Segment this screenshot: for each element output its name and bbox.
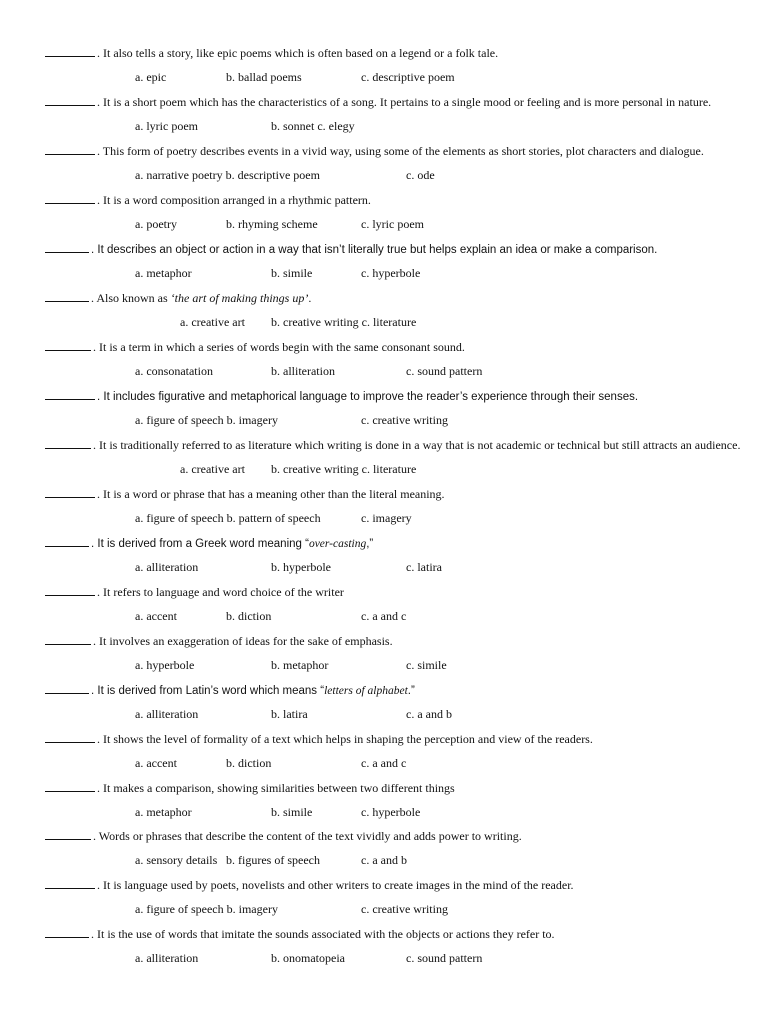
option-b[interactable]: b. rhyming scheme	[226, 217, 318, 231]
options-row	[0, 265, 768, 281]
question-10	[45, 486, 745, 502]
options-row	[0, 412, 768, 428]
option-c[interactable]: c. a and c	[361, 756, 407, 770]
option-c[interactable]: c. sound pattern	[406, 364, 483, 378]
options-row	[0, 118, 768, 134]
answer-blank[interactable]	[45, 633, 91, 645]
option-a[interactable]: a. metaphor	[135, 805, 192, 819]
question-text: . It is a word or phrase that has a meaning other than the literal meaning.	[97, 487, 445, 501]
options-row	[0, 363, 768, 379]
question-3	[45, 143, 745, 159]
question-18	[45, 877, 745, 893]
option-b[interactable]: b. sonnet c. elegy	[271, 119, 355, 133]
question-13	[45, 633, 745, 649]
option-c[interactable]: c. imagery	[361, 511, 412, 525]
question-2	[45, 94, 745, 110]
answer-blank[interactable]	[45, 926, 89, 938]
option-c[interactable]: c. hyperbole	[361, 805, 421, 819]
question-text: . It is traditionally referred to as literature which writing is done in a way that is not academic or technical but still attracts an audience.	[93, 438, 741, 452]
option-a[interactable]: a. hyperbole	[135, 658, 195, 672]
options-row	[0, 69, 768, 85]
option-c[interactable]: c. simile	[406, 658, 447, 672]
option-b[interactable]: b. diction	[226, 609, 272, 623]
answer-blank[interactable]	[45, 584, 95, 596]
option-a[interactable]: a. lyric poem	[135, 119, 198, 133]
question-text: . It makes a comparison, showing similarities between two different things	[97, 781, 455, 795]
options-row	[0, 804, 768, 820]
question-text: . It also tells a story, like epic poems which is often based on a legend or a folk tale.	[97, 46, 499, 60]
question-text: . It shows the level of formality of a text which helps in shaping the perception and view of the readers.	[97, 732, 593, 746]
question-text: . It is a short poem which has the characteristics of a song. It pertains to a single mood or feeling and is more personal in nature.	[97, 95, 712, 109]
answer-blank[interactable]	[45, 388, 95, 400]
answer-blank[interactable]	[45, 535, 89, 547]
question-8	[45, 388, 745, 404]
answer-blank[interactable]	[45, 877, 95, 889]
answer-blank[interactable]	[45, 192, 95, 204]
option-b[interactable]: b. ballad poems	[226, 70, 302, 84]
answer-blank[interactable]	[45, 290, 89, 302]
option-a[interactable]: a. narrative poetry b. descriptive poem	[135, 168, 320, 182]
option-a[interactable]: a. creative art	[180, 315, 245, 329]
options-row	[0, 608, 768, 624]
options-row	[0, 657, 768, 673]
answer-blank[interactable]	[45, 828, 91, 840]
answer-blank[interactable]	[45, 339, 91, 351]
option-a[interactable]: a. alliteration	[135, 951, 199, 965]
option-b[interactable]: b. alliteration	[271, 364, 335, 378]
option-a[interactable]: a. alliteration	[135, 560, 199, 574]
answer-blank[interactable]	[45, 143, 95, 155]
option-b[interactable]: b. creative writing c. literature	[271, 462, 417, 476]
options-row	[0, 216, 768, 232]
options-row	[0, 901, 768, 917]
option-c[interactable]: c. a and b	[361, 853, 407, 867]
question-text: . It is a word composition arranged in a rhythmic pattern.	[97, 193, 371, 207]
options-row	[0, 314, 768, 330]
option-a[interactable]: a. accent	[135, 609, 177, 623]
question-5	[45, 241, 745, 257]
question-4	[45, 192, 745, 208]
options-row	[0, 706, 768, 722]
option-c[interactable]: c. creative writing	[361, 902, 448, 916]
option-b[interactable]: b. simile	[271, 266, 313, 280]
option-b[interactable]: b. diction	[226, 756, 272, 770]
answer-blank[interactable]	[45, 241, 89, 253]
answer-blank[interactable]	[45, 731, 95, 743]
question-text: . This form of poetry describes events in a vivid way, using some of the elements as short stories, plot characters and dialogue.	[97, 144, 704, 158]
option-a[interactable]: a. metaphor	[135, 266, 192, 280]
question-text: . It is derived from a Greek word meaning “over-casting,”	[91, 538, 374, 550]
question-text: . It refers to language and word choice of the writer	[97, 585, 344, 599]
question-text: . It involves an exaggeration of ideas for the sake of emphasis.	[93, 634, 393, 648]
option-b[interactable]: b. latira	[271, 707, 308, 721]
option-a[interactable]: a. accent	[135, 756, 177, 770]
question-11	[45, 535, 745, 551]
option-c[interactable]: c. ode	[406, 168, 435, 182]
question-1	[45, 45, 745, 61]
question-17	[45, 828, 745, 844]
question-6	[45, 290, 745, 306]
answer-blank[interactable]	[45, 486, 95, 498]
option-b[interactable]: b. figures of speech	[226, 853, 320, 867]
answer-blank[interactable]	[45, 780, 95, 792]
option-c[interactable]: c. a and b	[406, 707, 452, 721]
option-c[interactable]: c. a and c	[361, 609, 407, 623]
option-a[interactable]: a. figure of speech b. pattern of speech	[135, 511, 321, 525]
option-a[interactable]: a. figure of speech b. imagery	[135, 902, 278, 916]
option-b[interactable]: b. onomatopeia	[271, 951, 345, 965]
options-row	[0, 461, 768, 477]
question-9	[45, 437, 745, 453]
question-19	[45, 926, 745, 942]
option-a[interactable]: a. alliteration	[135, 707, 199, 721]
options-row	[0, 755, 768, 771]
option-b[interactable]: b. simile	[271, 805, 313, 819]
question-14	[45, 682, 745, 698]
answer-blank[interactable]	[45, 45, 95, 57]
answer-blank[interactable]	[45, 437, 91, 449]
option-b[interactable]: b. metaphor	[271, 658, 329, 672]
option-c[interactable]: c. sound pattern	[406, 951, 483, 965]
option-a[interactable]: a. figure of speech b. imagery	[135, 413, 278, 427]
option-c[interactable]: c. descriptive poem	[361, 70, 455, 84]
option-b[interactable]: b. hyperbole	[271, 560, 331, 574]
options-row	[0, 950, 768, 966]
options-row	[0, 852, 768, 868]
question-text: . It is the use of words that imitate the sounds associated with the objects or actions they refer to.	[91, 927, 555, 941]
options-row	[0, 559, 768, 575]
option-c[interactable]: c. hyperbole	[361, 266, 421, 280]
question-text: . It describes an object or action in a way that isn’t literally true but helps explain an idea or make a comparison.	[91, 244, 658, 256]
question-12	[45, 584, 745, 600]
question-7	[45, 339, 745, 355]
options-row	[0, 167, 768, 183]
option-a[interactable]: a. sensory details	[135, 853, 218, 867]
question-text: . Words or phrases that describe the content of the text vividly and adds power to writing.	[93, 829, 522, 843]
question-text: . It is language used by poets, novelists and other writers to create images in the mind of the reader.	[97, 878, 574, 892]
question-16	[45, 780, 745, 796]
answer-blank[interactable]	[45, 682, 89, 694]
option-a[interactable]: a. epic	[135, 70, 167, 84]
option-b[interactable]: b. creative writing c. literature	[271, 315, 417, 329]
option-c[interactable]: c. latira	[406, 560, 442, 574]
options-row	[0, 510, 768, 526]
option-a[interactable]: a. creative art	[180, 462, 245, 476]
question-text: . It is a term in which a series of words begin with the same consonant sound.	[93, 340, 465, 354]
option-c[interactable]: c. lyric poem	[361, 217, 424, 231]
question-15	[45, 731, 745, 747]
option-c[interactable]: c. creative writing	[361, 413, 448, 427]
option-a[interactable]: a. poetry	[135, 217, 177, 231]
question-text: . It is derived from Latin’s word which means “letters of alphabet.”	[91, 685, 415, 697]
question-text: . It includes figurative and metaphorical language to improve the reader’s experience through their senses.	[97, 391, 639, 403]
answer-blank[interactable]	[45, 94, 95, 106]
question-text: . Also known as ‘the art of making things up’.	[91, 291, 312, 305]
option-a[interactable]: a. consonatation	[135, 364, 213, 378]
